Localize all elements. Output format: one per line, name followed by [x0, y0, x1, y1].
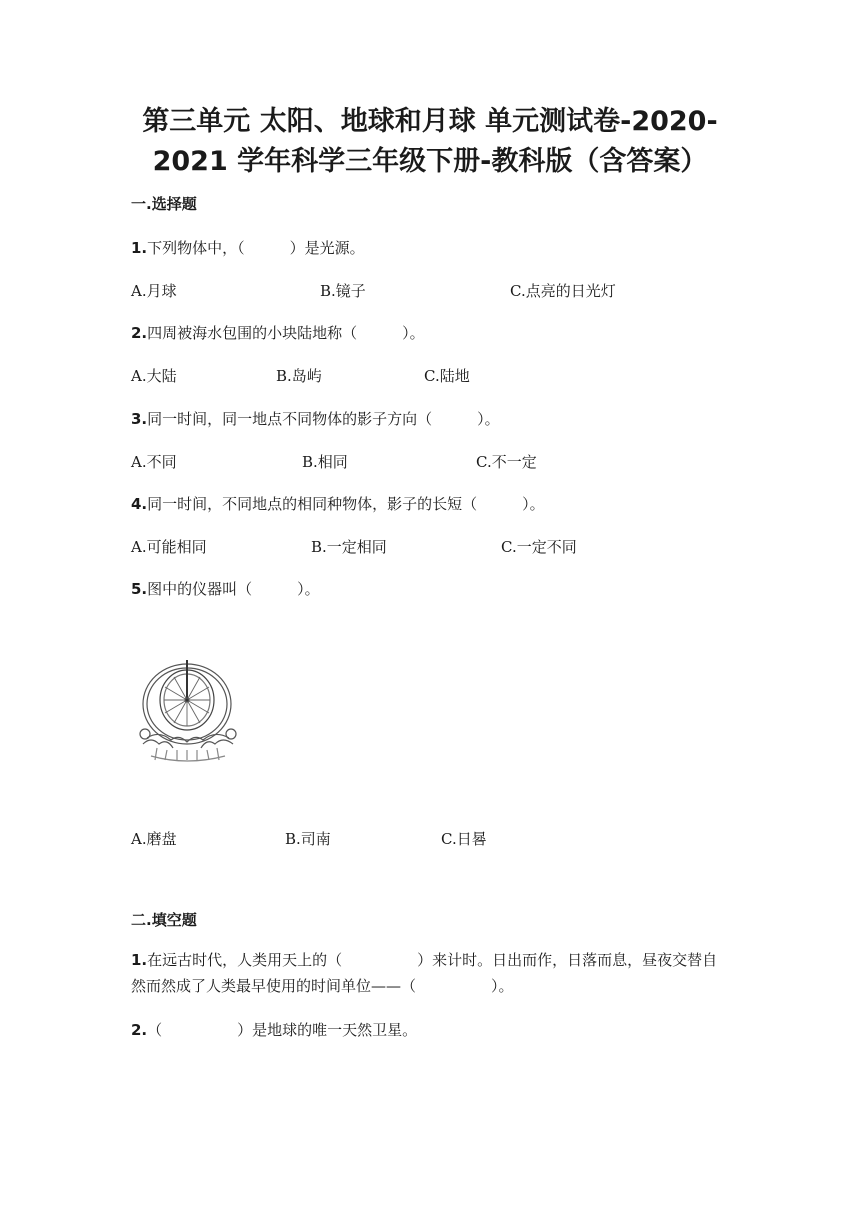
question-text: 下列物体中，（ ）是光源。	[147, 239, 365, 257]
question-number: 1.	[131, 239, 148, 257]
fill-question-2	[131, 1019, 417, 1040]
option-c: C.不一定	[476, 453, 537, 471]
question-number: 1.	[131, 951, 148, 969]
question-text: 同一时间，同一地点不同物体的影子方向（ ）。	[147, 410, 500, 428]
question-4	[131, 493, 545, 514]
question-5	[131, 578, 320, 599]
question-text: 四周被海水包围的小块陆地称（ ）。	[147, 324, 425, 342]
question-3	[131, 408, 500, 429]
question-text: 在远古时代，人类用天上的（ ）来计时。日出而作，日落而息，昼夜交替自然而然成了人类最早使用的时间单位——（ ）。	[131, 951, 718, 995]
title-line-2: 2021 学年科学三年级下册-教科版（含答案）	[152, 146, 708, 177]
section-heading-fill: 二.填空题	[131, 911, 197, 929]
sundial-image	[137, 656, 241, 766]
page-title	[0, 102, 860, 182]
question-text: 同一时间，不同地点的相同种物体，影子的长短（ ）。	[147, 495, 545, 513]
option-a: A.磨盘	[131, 830, 177, 848]
option-a: A.大陆	[131, 367, 177, 385]
question-text: （ ）是地球的唯一天然卫星。	[147, 1021, 418, 1039]
question-number: 3.	[131, 410, 148, 428]
option-b: B.岛屿	[276, 367, 322, 385]
option-a: A.不同	[131, 453, 177, 471]
option-a: A.可能相同	[131, 538, 207, 556]
question-number: 2.	[131, 324, 148, 342]
question-number: 2.	[131, 1021, 148, 1039]
option-b: B.一定相同	[311, 538, 387, 556]
option-c: C.日晷	[441, 830, 487, 848]
question-1	[131, 237, 365, 258]
option-b: B.相同	[302, 453, 348, 471]
fill-question-1	[131, 947, 731, 999]
question-number: 5.	[131, 580, 148, 598]
question-2	[131, 322, 425, 343]
option-c: C.一定不同	[501, 538, 577, 556]
section-heading-choice: 一.选择题	[131, 195, 197, 213]
option-b: B.司南	[285, 830, 331, 848]
title-line-1: 第三单元 太阳、地球和月球 单元测试卷-2020-	[142, 106, 718, 137]
option-c: C.点亮的日光灯	[510, 282, 616, 300]
question-number: 4.	[131, 495, 148, 513]
option-b: B.镜子	[320, 282, 366, 300]
option-c: C.陆地	[424, 367, 470, 385]
option-a: A.月球	[131, 282, 177, 300]
question-text: 图中的仪器叫（ ）。	[147, 580, 320, 598]
